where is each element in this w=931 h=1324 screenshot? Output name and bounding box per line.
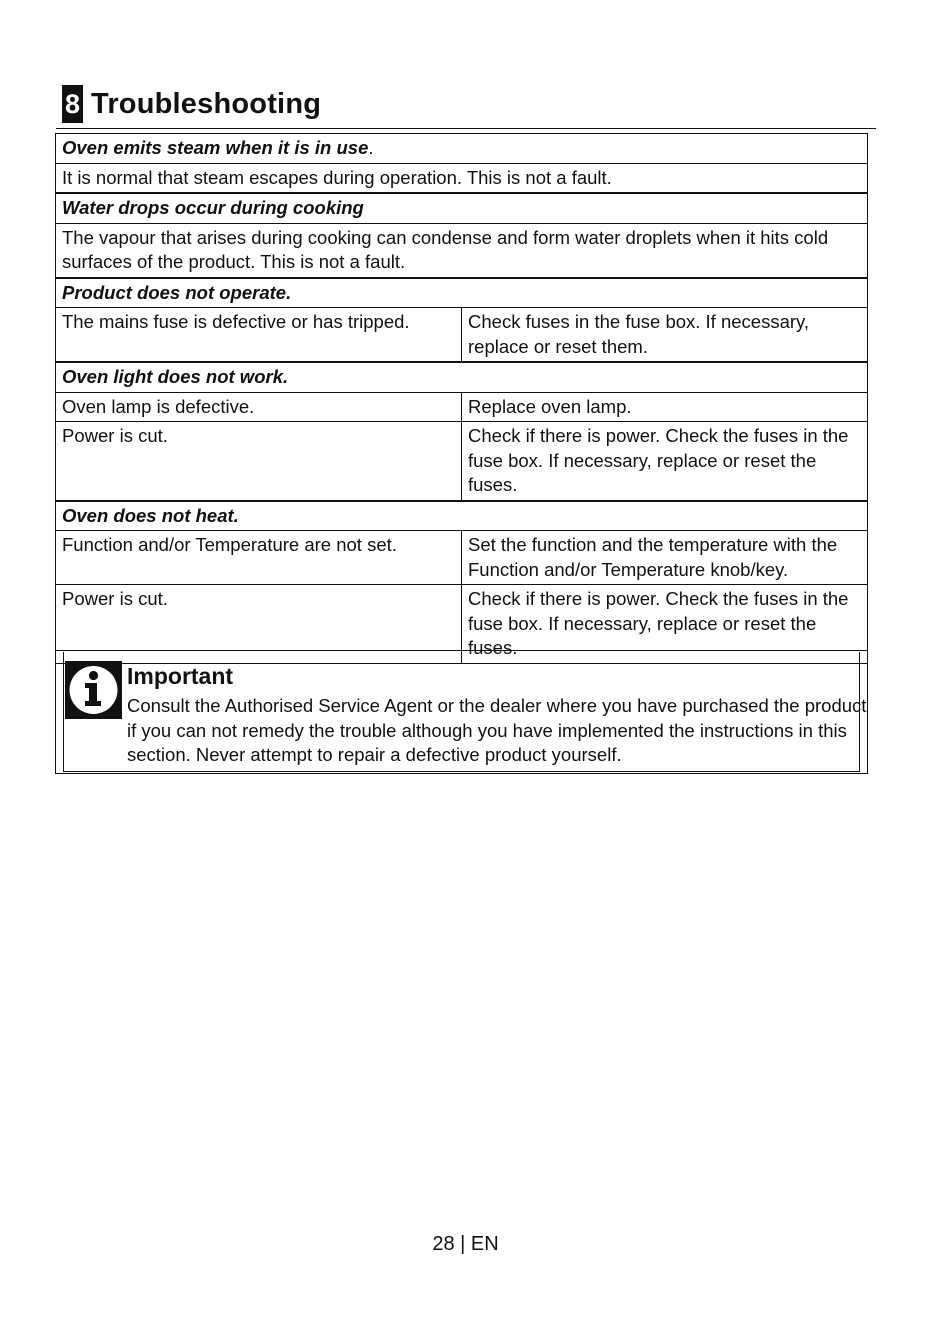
- important-title: Important: [127, 663, 234, 689]
- problem-heading: [56, 134, 868, 164]
- cause-remedy-row: [56, 531, 868, 585]
- problem-heading-period: .: [368, 137, 374, 158]
- cause-cell: Function and/or Temperature are not set.: [56, 531, 462, 585]
- problem-heading: Oven does not heat.: [56, 501, 868, 531]
- info-icon: [65, 661, 122, 719]
- troubleshooting-table: [55, 133, 868, 664]
- problem-row: [56, 362, 868, 392]
- remedy-cell: Set the function and the temperature with the Function and/or Temperature knob/key.: [462, 531, 868, 585]
- cause-remedy-row: [56, 308, 868, 363]
- important-notice-inner: [63, 652, 867, 772]
- problem-heading: Oven light does not work.: [56, 362, 868, 392]
- cause-cell: The mains fuse is defective or has tripped.: [56, 308, 462, 363]
- section-heading: [62, 84, 321, 124]
- cause-remedy-row: [56, 422, 868, 501]
- problem-row: [56, 278, 868, 308]
- problem-heading: Water drops occur during cooking: [56, 193, 868, 223]
- cause-cell: Power is cut.: [56, 422, 462, 501]
- page-title: Troubleshooting: [91, 87, 322, 120]
- cause-cell: Oven lamp is defective.: [56, 392, 462, 422]
- problem-row: [56, 193, 868, 223]
- chapter-number-badge: 8: [62, 85, 83, 123]
- title-divider: [56, 128, 876, 129]
- solution-row: [56, 223, 868, 278]
- cause-remedy-row: [56, 392, 868, 422]
- problem-heading: Product does not operate.: [56, 278, 868, 308]
- important-notice: [55, 650, 868, 774]
- cause-cell: Power is cut.: [56, 585, 462, 664]
- remedy-cell: Check fuses in the fuse box. If necessary, replace or reset them.: [462, 308, 868, 363]
- remedy-cell: Check if there is power. Check the fuses in the fuse box. If necessary, replace or reset the fuses.: [462, 585, 868, 664]
- important-text: Consult the Authorised Service Agent or the dealer where you have purchased the product if you can not remedy the trouble although you have implemented the instructions in this section. Never attempt to repair a defective product yourself.: [127, 695, 867, 765]
- remedy-cell: Check if there is power. Check the fuses in the fuse box. If necessary, replace or reset the fuses.: [462, 422, 868, 501]
- problem-heading-text: Oven emits steam when it is in use: [62, 137, 369, 158]
- solution-row: [56, 163, 868, 193]
- solution-text: The vapour that arises during cooking can condense and form water droplets when it hits cold surfaces of the product. This is not a fault.: [56, 223, 868, 278]
- problem-row: [56, 501, 868, 531]
- page-number: 28 | EN: [432, 1233, 499, 1255]
- remedy-cell: Replace oven lamp.: [462, 392, 868, 422]
- solution-text: It is normal that steam escapes during operation. This is not a fault.: [56, 163, 868, 193]
- problem-row: [56, 134, 868, 164]
